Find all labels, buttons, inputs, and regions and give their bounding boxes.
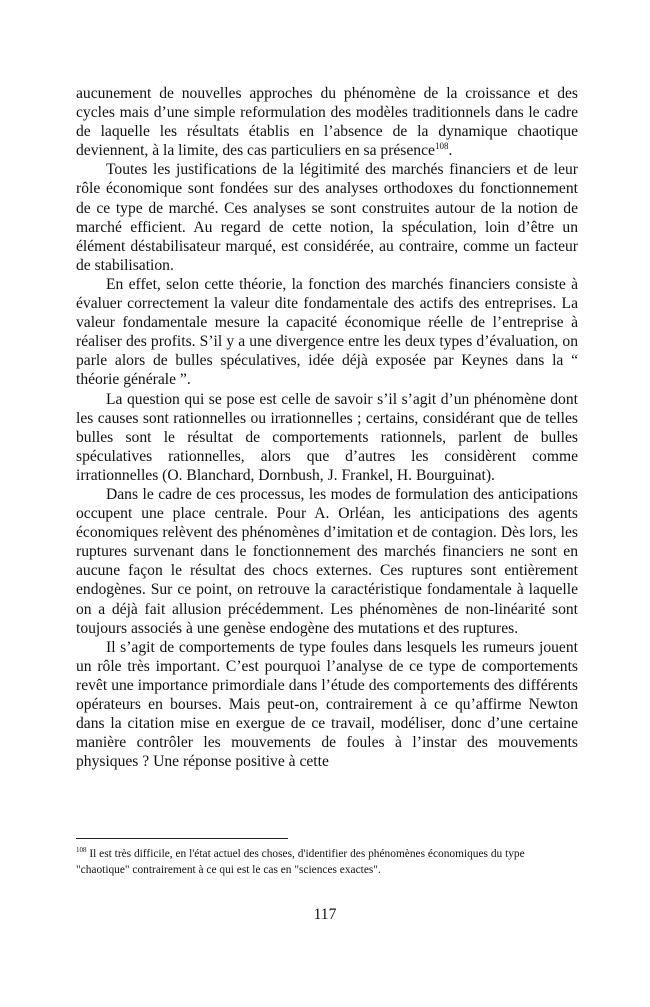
paragraph-5: Dans le cadre de ces processus, les modes de formulation des anticipations occupent une place centrale. Pour A. Orléan, les anticipations des agents économiques relèvent des phénomènes d’imitation et de contagion. Dès lors, les ruptures survenant dans le fonctionnement des marchés financiers ne sont en aucune façon le résultat des chocs externes. Ces ruptures sont entièrement endogènes. Sur ce point, on retrouve la caractéristique fondamentale à laquelle on a déjà fait allusion précédemment. Les phénomènes de non-linéarité sont toujours associés à une genèse endogène des mutations et des ruptures. — [76, 485, 578, 637]
paragraph-4: La question qui se pose est celle de savoir s’il s’agit d’un phénomène dont les causes sont rationnelles ou irrationnelles ; certains, considérant que de telles bulles sont le résultat de comportements rationnels, parlent de bulles spéculatives rationnelles, alors que d’autres les considèrent comme irrationnelles (O. Blanchard, Dornbush, J. Frankel, H. Bourguinat). — [76, 390, 578, 484]
paragraph-6: Il s’agit de comportements de type foules dans lesquels les rumeurs jouent un rôle très important. C’est pourquoi l’analyse de ce type de comportements revêt une importance primordiale dans l’étude des comportements des différents opérateurs en bourses. Mais peut-on, contrairement à ce qu’affirme Newton dans la citation mise en exergue de ce travail, modéliser, donc d’une certaine manière contrôler les mouvements de foules à l’instar des mouvements physiques ? Une réponse positive à cette — [76, 638, 578, 771]
paragraph-1 — [76, 84, 578, 160]
footnote-text: Il est très difficile, en l'état actuel des choses, d'identifier des phénomènes économiques du type "chaotique" contrairement à ce qui est le cas en "sciences exactes". — [76, 848, 525, 876]
paragraph-1-end: . — [448, 142, 453, 160]
paragraph-3: En effet, selon cette théorie, la fonction des marchés financiers consiste à évaluer correctement la valeur dite fondamentale des actifs des entreprises. La valeur fondamentale mesure la capacité économique réelle de l’entreprise à réaliser des profits. S’il y a une divergence entre les deux types d’évaluation, on parle alors de bulles spéculatives, idée déjà exposée par Keynes dans la “ théorie générale ”. — [76, 275, 578, 389]
footnote — [76, 846, 578, 878]
page-number: 117 — [313, 906, 337, 923]
footnote-reference: 108 — [434, 141, 449, 152]
body-text — [76, 84, 578, 771]
paragraph-2: Toutes les justifications de la légitimité des marchés financiers et de leur rôle économique sont fondées sur des analyses orthodoxes du fonctionnement de ce type de marché. Ces analyses se sont construites autour de la notion de marché efficient. Au regard de cette notion, la spéculation, loin d’être un élément déstabilisateur marqué, est considérée, au contraire, comme un facteur de stabilisation. — [76, 161, 578, 274]
paragraph-1-text: aucunement de nouvelles approches du phénomène de la croissance et des cycles mais d’une simple reformulation des modèles traditionnels dans le cadre de laquelle les résultats établis en l’absence de la dynamique chaotique deviennent, à la limite, des cas particuliers en sa présence — [76, 85, 578, 160]
footnote-number: 108 — [76, 846, 87, 855]
footnote-separator — [76, 838, 288, 839]
